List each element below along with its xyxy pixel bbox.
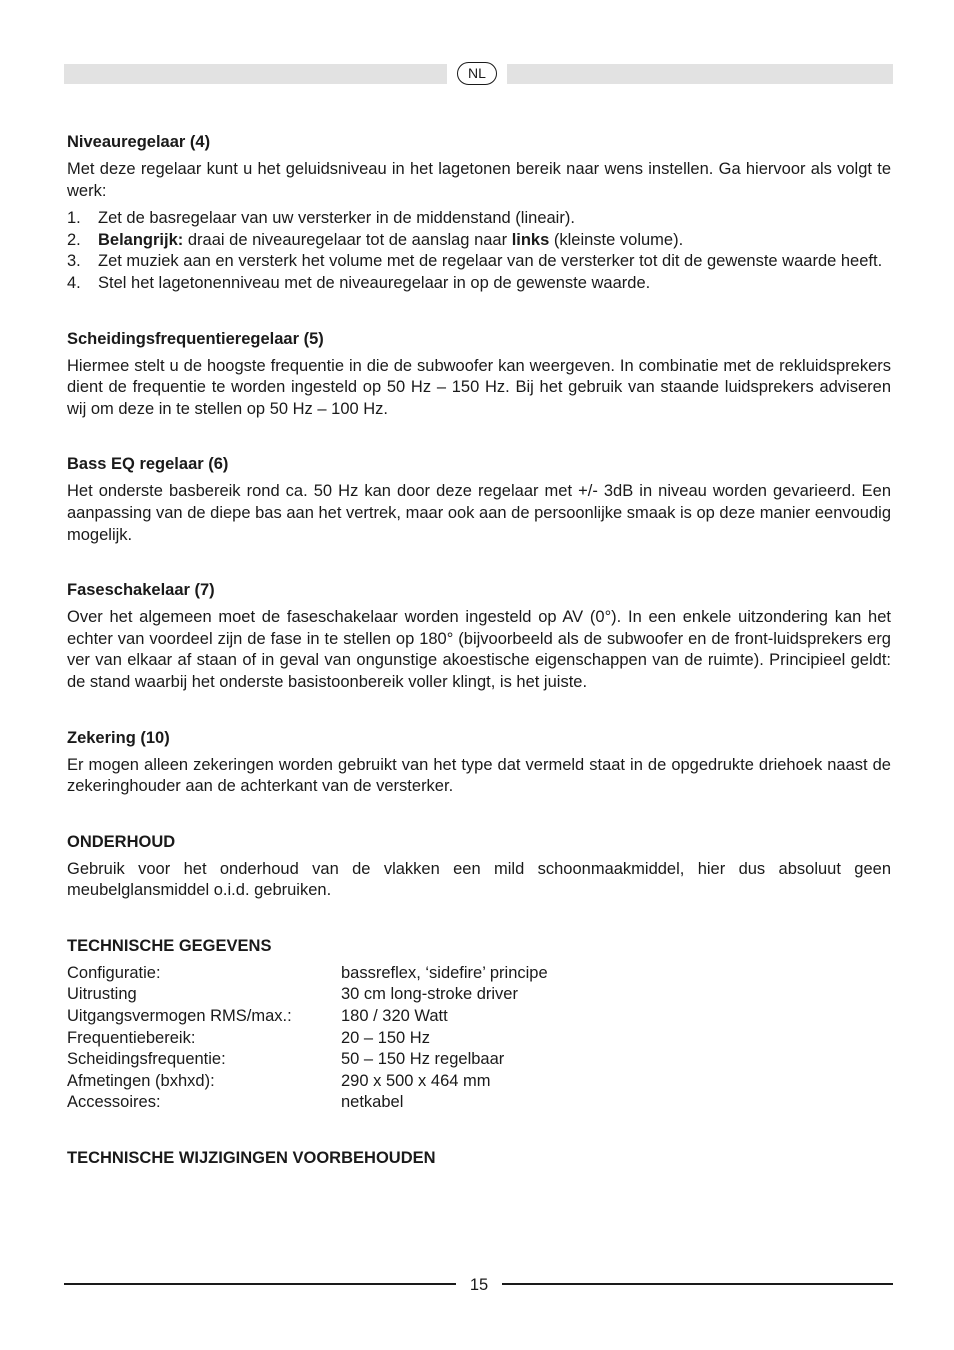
steps-list bbox=[67, 208, 891, 294]
step-text: Zet de basregelaar van uw versterker in de middenstand (lineair). bbox=[98, 209, 575, 228]
spec-label: Accessoires: bbox=[67, 1093, 161, 1112]
page-content bbox=[67, 131, 891, 1202]
step-text-part: (kleinste volume). bbox=[549, 230, 684, 249]
list-item bbox=[67, 208, 891, 230]
footer-rule-left bbox=[64, 1283, 456, 1285]
section-scheidingsfrequentie bbox=[67, 328, 891, 421]
step-bold-word: links bbox=[511, 230, 550, 249]
step-bold-prefix: Belangrijk: bbox=[98, 230, 184, 249]
list-item bbox=[67, 230, 891, 252]
language-badge bbox=[447, 61, 507, 86]
section-title: Niveauregelaar (4) bbox=[67, 133, 211, 151]
section-title: TECHNISCHE GEGEVENS bbox=[67, 936, 272, 955]
spec-value: 290 x 500 x 464 mm bbox=[341, 1071, 491, 1090]
spec-table bbox=[67, 963, 891, 1114]
spec-row bbox=[67, 963, 891, 985]
footer-rule-right bbox=[502, 1283, 893, 1285]
section-body: Er mogen alleen zekeringen worden gebruikt van het type dat vermeld staat in de opgedrukte driehoek naast de zekeringhouder aan de achterkant van de versterker. bbox=[67, 755, 891, 796]
spec-value: bassreflex, ‘sidefire’ principe bbox=[341, 963, 548, 982]
section-wijzigingen bbox=[67, 1147, 891, 1169]
step-number: 2. bbox=[67, 230, 81, 249]
section-intro: Met deze regelaar kunt u het geluidsniveau in het lagetonen bereik naar wens instellen. Ga hiervoor als volgt te werk: bbox=[67, 160, 891, 200]
section-bass-eq bbox=[67, 453, 891, 546]
step-number: 3. bbox=[67, 252, 81, 271]
spec-row bbox=[67, 1071, 891, 1093]
list-item bbox=[67, 273, 891, 295]
spec-row bbox=[67, 1006, 891, 1028]
step-number: 4. bbox=[67, 273, 81, 292]
step-text: Zet muziek aan en versterk het volume met de regelaar van de versterker tot dit de gewenste waarde heeft. bbox=[98, 252, 883, 271]
spec-label: Uitgangsvermogen RMS/max.: bbox=[67, 1007, 292, 1026]
spec-label: Scheidingsfrequentie: bbox=[67, 1050, 226, 1069]
section-body: Gebruik voor het onderhoud van de vlakken een mild schoonmaakmiddel, hier dus absoluut geen meubelglansmiddel o.i.d. gebruiken. bbox=[67, 859, 891, 900]
step-text: Stel het lagetonenniveau met de niveauregelaar in op de gewenste waarde. bbox=[98, 273, 651, 292]
section-body: Het onderste basbereik rond ca. 50 Hz kan door deze regelaar met +/- 3dB in niveau worden gevarieerd. Een aanpassing van de diepe bas aan het vertrek, maar ook aan de persoonlijke smaak is op deze manier eenvoudig mogelijk. bbox=[67, 482, 891, 544]
spec-value: 180 / 320 Watt bbox=[341, 1007, 448, 1026]
spec-row bbox=[67, 1092, 891, 1114]
section-title: TECHNISCHE WIJZIGINGEN VOORBEHOUDEN bbox=[67, 1149, 436, 1168]
section-body: Over het algemeen moet de faseschakelaar worden ingesteld op AV (0°). In een enkele uitzondering kan het echter van voordeel zijn de fase in te stellen op 180° (bijvoorbeeld als de subwoofer en de front-luidsprekers erg ver van elkaar af staan of in geval van ongunstige akoestische eigenschappen van de ruimte). Principieel geldt: de stand waarbij het onderste basistoonbereik voller klingt, is het juiste. bbox=[67, 608, 891, 691]
spec-label: Configuratie: bbox=[67, 963, 161, 982]
spec-label: Afmetingen (bxhxd): bbox=[67, 1071, 215, 1090]
section-title: Zekering (10) bbox=[67, 728, 170, 747]
spec-value: 30 cm long-stroke driver bbox=[341, 985, 518, 1004]
spec-label: Frequentiebereik: bbox=[67, 1028, 196, 1047]
section-onderhoud bbox=[67, 831, 891, 902]
section-faseschakelaar bbox=[67, 579, 891, 693]
section-zekering bbox=[67, 727, 891, 798]
page-number: 15 bbox=[469, 1276, 489, 1294]
step-text bbox=[98, 230, 891, 252]
section-technische-gegevens bbox=[67, 935, 891, 1114]
spec-value: 50 – 150 Hz regelbaar bbox=[341, 1050, 505, 1069]
spec-row bbox=[67, 984, 891, 1006]
section-body: Hiermee stelt u de hoogste frequentie in die de subwoofer kan weergeven. In combinatie met de rekluidsprekers dient de frequentie te worden ingesteld op 50 Hz – 150 Hz. Bij het gebruik van staande luidsprekers adviseren wij om deze in te stellen op 50 Hz – 100 Hz. bbox=[67, 356, 891, 418]
spec-row bbox=[67, 1028, 891, 1050]
spec-label: Uitrusting bbox=[67, 985, 137, 1004]
section-niveauregelaar bbox=[67, 131, 891, 295]
section-title: Faseschakelaar (7) bbox=[67, 581, 215, 600]
section-title: ONDERHOUD bbox=[67, 832, 176, 851]
section-title: Bass EQ regelaar (6) bbox=[67, 455, 229, 474]
section-title: Scheidingsfrequentieregelaar (5) bbox=[67, 329, 324, 348]
language-label: NL bbox=[457, 62, 497, 85]
step-number: 1. bbox=[67, 209, 81, 228]
step-text-part: draai de niveauregelaar tot de aanslag naar bbox=[183, 230, 512, 249]
list-item bbox=[67, 251, 891, 273]
spec-value: netkabel bbox=[341, 1093, 404, 1112]
spec-row bbox=[67, 1049, 891, 1071]
spec-value: 20 – 150 Hz bbox=[341, 1028, 430, 1047]
